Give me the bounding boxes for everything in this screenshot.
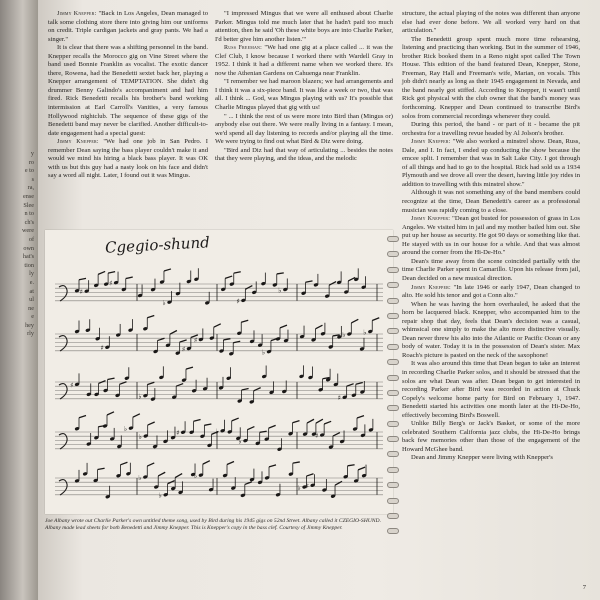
paragraph-text: "We also worked a minstrel show. Dean, Russ, Dale, and I. In fact, I ended up conducting the show because the emcee split. I remember that was in Salt Lake City. I got through of all things and had to go to the hospital. Rick had sold us a 1934 Plymouth and we drove all over the desert, having little joy rides in addition to travelling with this minstrel show." — [402, 138, 580, 188]
paragraph — [402, 215, 580, 258]
paragraph — [215, 113, 393, 147]
speaker-label: Jimmy Knepper: — [57, 11, 99, 17]
spiral-ring — [387, 451, 399, 457]
svg-text:♭: ♭ — [138, 474, 142, 483]
paragraph — [48, 138, 208, 181]
previous-page-edge — [0, 0, 38, 600]
spiral-ring — [387, 344, 399, 350]
svg-text:♯: ♯ — [70, 381, 74, 390]
spiral-ring — [387, 405, 399, 411]
paragraph-text: "In late 1946 or early 1947, Dean changed to alto. He sold his tenor and got a Conn alto." — [402, 283, 580, 300]
paragraph-text: "I impressed Mingus that we were all enthused about Charlie Parker. Mingus told me much later that he hadn't paid too much attention, then he said 'Oh these white boys are into Charlie Parker, I'd better give him another listen.'" — [215, 10, 393, 43]
previous-page-fragment: n to — [24, 210, 34, 218]
spiral-ring — [387, 375, 399, 381]
speaker-label: Jimmy Knepper: — [57, 139, 104, 146]
svg-text:♭: ♭ — [342, 330, 346, 339]
paragraph-text: It is clear that there was a shifting personnel in the band. Knepper recalls the Morocco gig on Vine Street where the band used Bonnie Franklin as vocalist. The exotic dancer there, Rowena, had the Benedetti sextet back her, playing a Knepper arrangement of TEMPTATION. She didn't dig drummer Benny Galindo's accompaniment and had him fired. Rick Benedetti recalls his brother's band working intermission at Earl Carroll's Vanities, a very famous Hollywood nightclub. The sequence of these gigs of the Benedetti band may never be clarified. Another difficult-to-date engagement had a special guest: — [48, 44, 208, 137]
svg-text:♭: ♭ — [193, 472, 198, 481]
paragraph-text: "We had one job in San Pedro. I remember Dean saying the bass player couldn't make it and would we mind his hiring a black bass player. It was OK with us but this guy had a nasty look on his face and didn't say a word all night. Later, I found out it was Mingus. — [48, 138, 208, 180]
paragraph — [402, 189, 580, 215]
paragraph — [402, 138, 580, 189]
svg-text:♭: ♭ — [138, 392, 142, 401]
spiral-ring — [387, 359, 399, 365]
staff — [55, 315, 383, 356]
spiral-ring — [387, 498, 399, 504]
svg-text:♭: ♭ — [261, 348, 266, 357]
paragraph-text: Dean and Jimmy Knepper were living with Knepper's — [411, 454, 554, 462]
music-staves — [55, 242, 385, 514]
spiral-ring — [387, 436, 399, 442]
photo-caption: Joe Albany wrote out Charlie Parker's own untitled theme song, used by Bird during his 1945 gigs on 52nd Street. Albany called it CZEGIO-SHUND. Albany made lead sheets for both Benedetti and Jimmy Knepper. This is Knepper's copy in the bass clef. Courtesy of Jimmy Knepper. — [45, 518, 381, 532]
spiral-ring — [387, 282, 399, 288]
spiral-ring — [387, 313, 399, 319]
svg-text:♭: ♭ — [215, 427, 219, 436]
paragraph-text: Dean's time away from the scene coincided partially with the time Charlie Parker spent in Camarillo. Upon his release from jail, Dean decided on a new musical direction. — [402, 257, 580, 282]
staff — [55, 412, 383, 452]
previous-page-fragment: ra, — [27, 184, 34, 192]
previous-page-fragment: y — [30, 150, 34, 157]
paragraph — [402, 454, 580, 463]
paragraph — [48, 44, 208, 138]
svg-text:♯: ♯ — [100, 344, 104, 353]
lead-sheet-image — [45, 230, 393, 514]
paragraph — [402, 420, 580, 454]
svg-text:♯: ♯ — [315, 431, 319, 440]
svg-text:♯: ♯ — [193, 336, 198, 345]
paragraph-text: "Dean got busted for possession of grass in Los Angeles. We visited him in jail and my mother bailed him out. She put up her house as security. He got 90 days or something like that. He stayed with us in our house for a while. And that was almost around the corner from the Hi-De-Ho." — [402, 215, 580, 257]
previous-page-fragment: own — [23, 244, 34, 252]
spiral-ring — [387, 236, 399, 242]
paragraph-text: "Back in Los Angeles, Dean managed to talk some clothing store there into giving him our uniforms on credit. Triple cardigan jackets and gray pants. We had a singer." — [48, 10, 208, 43]
svg-text:♭: ♭ — [158, 491, 162, 500]
paragraph — [48, 10, 208, 44]
svg-text:♯: ♯ — [236, 297, 240, 306]
spiral-ring — [387, 298, 399, 304]
previous-page-fragment: e to — [24, 167, 34, 175]
svg-text:♯: ♯ — [305, 482, 309, 491]
paragraph-text: Unlike Billy Berg's or Jack's Basket, or some of the more celebrated Southern California jazz clubs, the Hi-De-Ho brings back few memories other than those of the engagement of the Howard McGhee band. — [402, 420, 580, 453]
previous-page-fragment: ch's — [24, 218, 34, 226]
svg-text:♭: ♭ — [162, 299, 166, 308]
paragraph-text: It was also around this time that Dean began to take an interest in recording Charlie Parker solos, and it should be stressed that the solos are what Dean was after. Dean began to get interested in recording Parker after Bird was recorded in action at Chuck Copely's welcome home party for Bird on February 1, 1947. Benedetti started his activities one month later at the Hi-De-Ho, effectively becoming Bird's Boswell. — [402, 360, 580, 419]
speaker-label: Jimmy Knepper: — [411, 284, 454, 291]
paragraph-text: "We had one gig at a place called ... it was the Clef Club, I know because I worked there with Wardell Gray in 1952. I think it had a different name when we worked there. It's now the Athenian Gardens on Cahuenga near Franklin. — [215, 44, 393, 77]
paragraph — [402, 284, 580, 301]
paragraph — [402, 258, 580, 284]
paragraph-text: The Benedetti group spent much more time rehearsing, listening and practicing than working. But in the summer of 1946, brother Rick booked them in a Reno night spot called The Town House. This edition of the band featured Dean, Knepper, Stone, Freeman, Ray Hall and Freeman's wife, Marian, on vocals. This job didn't nearly as long as their 1945 engagement in Nevada, and the band nearly got stiffed. According to Knepper, it wasn't until Rick got physical with the club owner that the band's money was forthcoming. Knepper and Dean continued to transcribe Bird's solos from commercial recordings whenever they could. — [402, 35, 580, 120]
previous-page-fragment: s — [31, 175, 34, 183]
text-column-left — [48, 10, 208, 181]
speaker-label: Russ Freeman: — [224, 45, 265, 52]
paragraph-text: Although it was not something any of the band members could recognize at the time, Dean Benedetti's career as a professional musician was rapidly coming to a close. — [402, 189, 580, 214]
previous-page-fragment: hat's — [22, 253, 34, 261]
svg-text:♭: ♭ — [297, 484, 301, 493]
speaker-label: Jimmy Knepper: — [411, 139, 453, 146]
paragraph — [215, 78, 393, 112]
paragraph — [402, 121, 580, 138]
paragraph-text: During this period, the band - or part of it - became the pit orchestra for a travelling revue headed by Al Jolson's brother. — [402, 121, 580, 137]
paragraph-text: "I remember we had maroon blazers; we had arrangements and I think it was a six-piece band. It was like a week or two, that was all. I think ... God, was Mingus playing with us? It's possible that Charlie Mingus played that gig with us! — [215, 78, 393, 112]
book-page — [38, 0, 600, 600]
spiral-ring — [387, 467, 399, 473]
spiral-ring — [387, 390, 399, 396]
page-number: 7 — [582, 584, 586, 591]
text-column-middle — [215, 10, 393, 164]
score-title: Cgegio-shund — [104, 233, 211, 257]
spiral-ring — [387, 328, 399, 334]
svg-text:♭: ♭ — [363, 328, 367, 337]
paragraph — [402, 301, 580, 361]
svg-text:♯: ♯ — [337, 394, 342, 403]
previous-page-fragment: ly — [29, 270, 34, 278]
svg-text:♭: ♭ — [238, 437, 242, 446]
previous-page-fragment: tion — [24, 261, 34, 269]
previous-page-fragment: hey — [25, 321, 34, 329]
paragraph-text: "Bird and Diz had that way of articulating ... besides the notes that they were playing, and the ideas, and the melodic — [215, 146, 393, 163]
previous-page-fragment: rly — [27, 330, 34, 338]
paragraph — [402, 360, 580, 420]
paragraph — [215, 10, 393, 44]
spiral-ring — [387, 267, 399, 273]
previous-page-fragment: ense — [23, 192, 34, 200]
paragraph — [215, 44, 393, 78]
notebook-spiral — [387, 236, 399, 506]
spiral-ring — [387, 251, 399, 257]
previous-page-fragment: e. — [29, 278, 34, 286]
paragraph-text: When he was having the horn overhauled, he asked that the horn be lacquered black. Knepper, who accompanied him to the repair shop that day, feels that Dean's decision was a casual, whimsical one simply to make the alto more distinctive visually. Dean never threw his alto into the Atlantic or Pacific Ocean or any body of water. Today it is in the possession of Dean's sister. Max Roach's picture is pasted on the neck of the saxophone! — [402, 300, 580, 359]
staff — [55, 268, 383, 307]
svg-text:♯: ♯ — [181, 345, 186, 354]
previous-page-text — [2, 150, 36, 339]
speaker-label: Jimmy Knepper: — [411, 216, 453, 223]
previous-page-fragment: Slee — [23, 201, 34, 209]
staff — [55, 461, 383, 500]
staff — [55, 365, 383, 404]
paragraph — [215, 147, 393, 164]
previous-page-fragment: were — [21, 227, 34, 235]
text-column-right — [402, 10, 580, 463]
previous-page-fragment: ro — [28, 158, 34, 166]
svg-text:♭: ♭ — [278, 286, 282, 295]
paragraph-text: structure, the actual playing of the notes was different than anyone else had ever done before. We all worked very hard on that articulation." — [402, 10, 580, 35]
previous-page-fragment: ul — [29, 296, 34, 304]
svg-text:♯: ♯ — [176, 429, 180, 438]
previous-page-fragment: at — [29, 287, 34, 295]
paragraph — [402, 10, 580, 36]
previous-page-fragment: of — [28, 235, 34, 243]
previous-page-fragment: ne — [28, 304, 34, 312]
svg-text:♯: ♯ — [79, 288, 84, 297]
svg-text:♭: ♭ — [138, 433, 142, 442]
paragraph-text: " ... I think the rest of us were more into Bird than (Mingus or) anybody else out there. We were really living in a fantasy. I mean, we'd spend all day listening to records and/or playing all the time. We were trying to find out what Bird & Diz were doing. — [215, 112, 393, 146]
svg-text:♭: ♭ — [123, 425, 128, 434]
spiral-ring — [387, 482, 399, 488]
svg-text:♯: ♯ — [109, 279, 113, 288]
paragraph — [402, 36, 580, 121]
spiral-ring — [387, 421, 399, 427]
previous-page-fragment: e — [31, 313, 34, 321]
